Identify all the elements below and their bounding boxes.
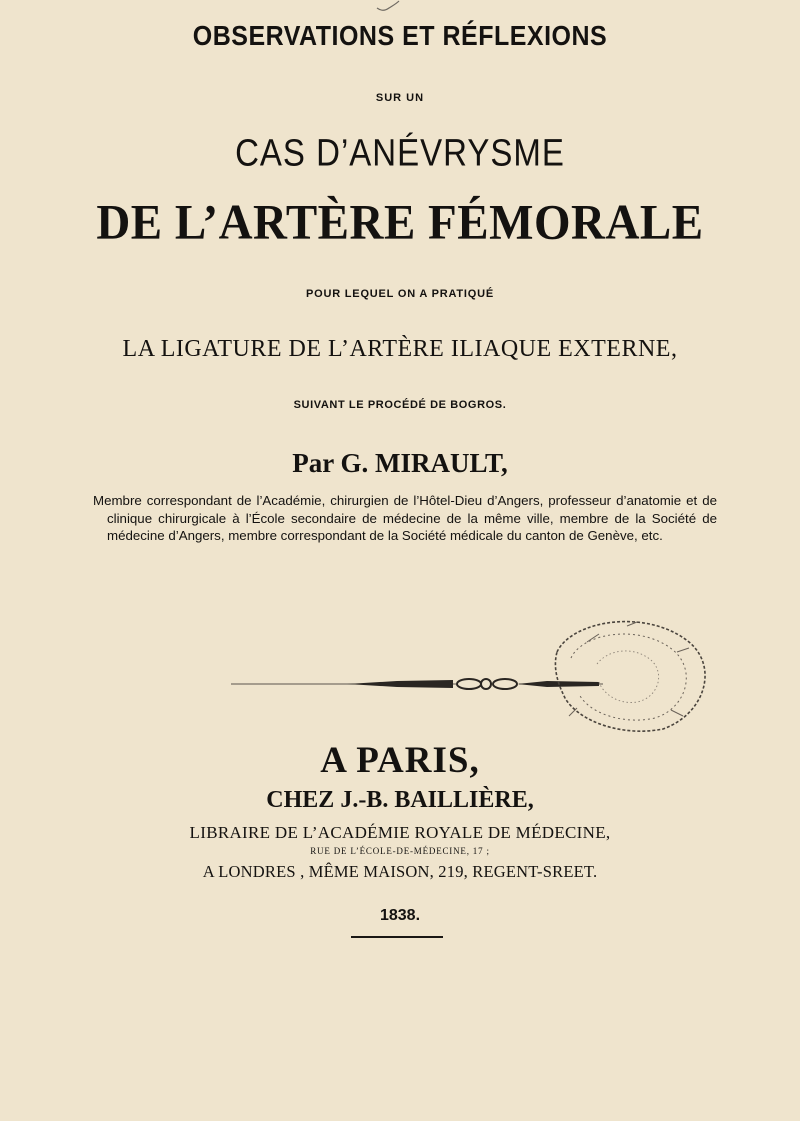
for-which-line: POUR LEQUEL ON A PRATIQUÉ — [305, 288, 495, 300]
publisher-title-line: LIBRAIRE DE L’ACADÉMIE ROYALE DE MÉDECINE, — [189, 823, 611, 842]
place-line: A PARIS, — [320, 740, 480, 781]
ink-mark-icon — [375, 0, 401, 12]
london-line: A LONDRES , MÊME MAISON, 219, REGENT-SREET. — [202, 862, 598, 881]
procedure-line: SUIVANT LE PROCÉDÉ DE BOGROS. — [293, 399, 507, 411]
year-line: 1838. — [379, 907, 421, 924]
artery-line: DE L’ARTÈRE FÉMORALE — [96, 195, 704, 251]
address-line: RUE DE L’ÉCOLE-DE-MÉDECINE, 17 ; — [310, 846, 490, 856]
author-bio: Membre correspondant de l’Académie, chirurgien de l’Hôtel-Dieu d’Angers, professeur d’anatomie et de clinique chirurgicale à l’École secondaire de médecine de la même ville, membre de la Société de médecine d’Angers, membre correspondant de la Société médicale du canton de Genève, etc. — [93, 493, 717, 543]
author-line: Par G. MIRAULT, — [292, 448, 508, 478]
title-line: OBSERVATIONS ET RÉFLEXIONS — [192, 20, 608, 52]
bottom-rule — [351, 936, 443, 938]
ligature-line: LA LIGATURE DE L’ARTÈRE ILIAQUE EXTERNE, — [122, 336, 678, 362]
subtitle-sur-un: SUR UN — [375, 92, 425, 104]
printer-vignette-icon — [227, 612, 715, 734]
case-line: CAS D’ANÉVRYSME — [235, 131, 565, 174]
publisher-line: CHEZ J.-B. BAILLIÈRE, — [266, 787, 534, 813]
